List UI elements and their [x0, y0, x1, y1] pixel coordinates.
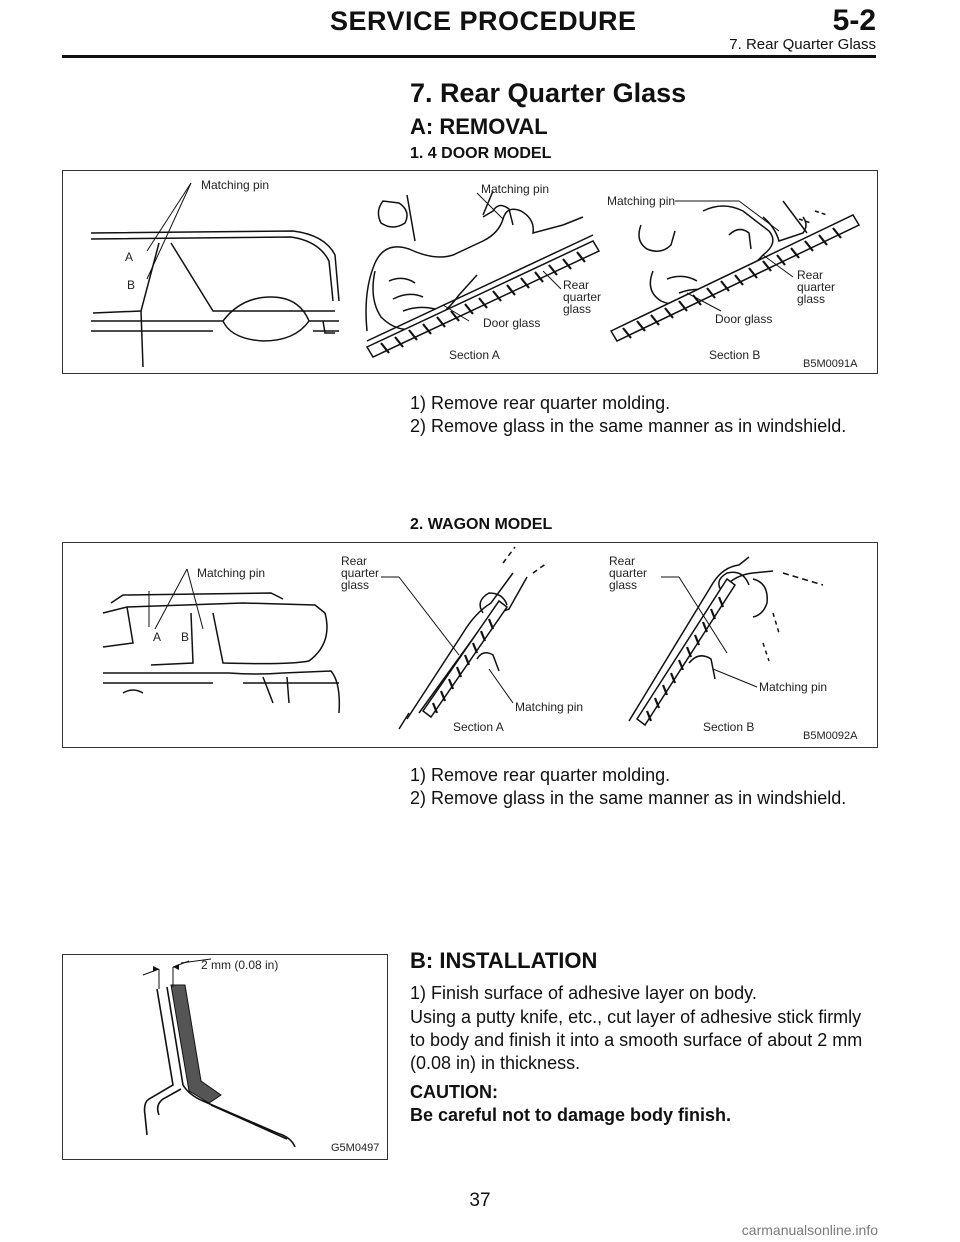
label-rear-quarter-glass-a: Rear quarter glass	[341, 554, 380, 592]
wagon-heading: 2. WAGON MODEL	[410, 516, 553, 533]
figure-code-installation: G5M0497	[331, 1142, 380, 1154]
label-matching-pin-2: Matching pin	[481, 182, 550, 196]
door4-heading: 1. 4 DOOR MODEL	[410, 145, 552, 162]
page-heading: 7. Rear Quarter Glass	[410, 78, 687, 108]
installation-step-1: 1) Finish surface of adhesive layer on body.	[410, 983, 757, 1003]
label-matching-pin-2: Matching pin	[515, 700, 584, 714]
label-b: B	[181, 630, 190, 644]
caution-text: Be careful not to damage body finish.	[410, 1105, 732, 1125]
figure-code-4door: B5M0091A	[803, 358, 858, 370]
section-number: 5-2	[832, 4, 876, 37]
label-b: B	[127, 278, 136, 292]
figure-wagon	[62, 542, 878, 748]
figure-4door	[62, 170, 878, 374]
label-door-glass-b: Door glass	[715, 312, 773, 326]
figure-installation	[62, 954, 388, 1160]
label-a: A	[153, 630, 162, 644]
header-subtitle: 7. Rear Quarter Glass	[729, 36, 876, 53]
label-door-glass-a: Door glass	[483, 316, 541, 330]
installation-line-1: Using a putty knife, etc., cut layer of adhesive stick firmly	[410, 1007, 862, 1027]
label-rear-quarter-glass-b: Rear quarter glass	[609, 554, 648, 592]
watermark: carmanualsonline.info	[741, 1222, 878, 1238]
label-section-a: Section A	[449, 348, 500, 362]
page-number: 37	[469, 1190, 491, 1211]
figure-4door-drawing	[63, 171, 877, 373]
installation-line-2: to body and finish it into a smooth surface of about 2 mm	[410, 1030, 863, 1050]
caution-label: CAUTION:	[410, 1082, 498, 1102]
figure-code-wagon: B5M0092A	[803, 730, 858, 742]
wagon-step-2: 2) Remove glass in the same manner as in windshield.	[410, 788, 847, 808]
header-rule	[62, 55, 876, 58]
figure-installation-drawing	[63, 955, 387, 1159]
label-matching-pin-3: Matching pin	[759, 680, 828, 694]
installation-heading: B: INSTALLATION	[410, 948, 598, 973]
label-matching-pin-3: Matching pin	[607, 194, 676, 208]
label-section-a: Section A	[453, 720, 504, 734]
label-section-b: Section B	[703, 720, 755, 734]
wagon-step-1: 1) Remove rear quarter molding.	[410, 765, 671, 785]
label-rear-quarter-glass-a: Rear quarter glass	[563, 278, 602, 316]
figure-wagon-drawing	[63, 543, 877, 747]
door4-step-1: 1) Remove rear quarter molding.	[410, 393, 671, 413]
label-rear-quarter-glass-b: Rear quarter glass	[797, 268, 836, 306]
label-dimension: 2 mm (0.08 in)	[201, 958, 279, 972]
label-matching-pin-1: Matching pin	[201, 178, 270, 192]
label-matching-pin-1: Matching pin	[197, 566, 266, 580]
door4-step-2: 2) Remove glass in the same manner as in windshield.	[410, 416, 847, 436]
label-section-b: Section B	[709, 348, 761, 362]
installation-line-3: (0.08 in) in thickness.	[410, 1053, 581, 1073]
header-title: SERVICE PROCEDURE	[330, 6, 637, 36]
removal-heading: A: REMOVAL	[410, 114, 548, 139]
label-a: A	[125, 250, 134, 264]
